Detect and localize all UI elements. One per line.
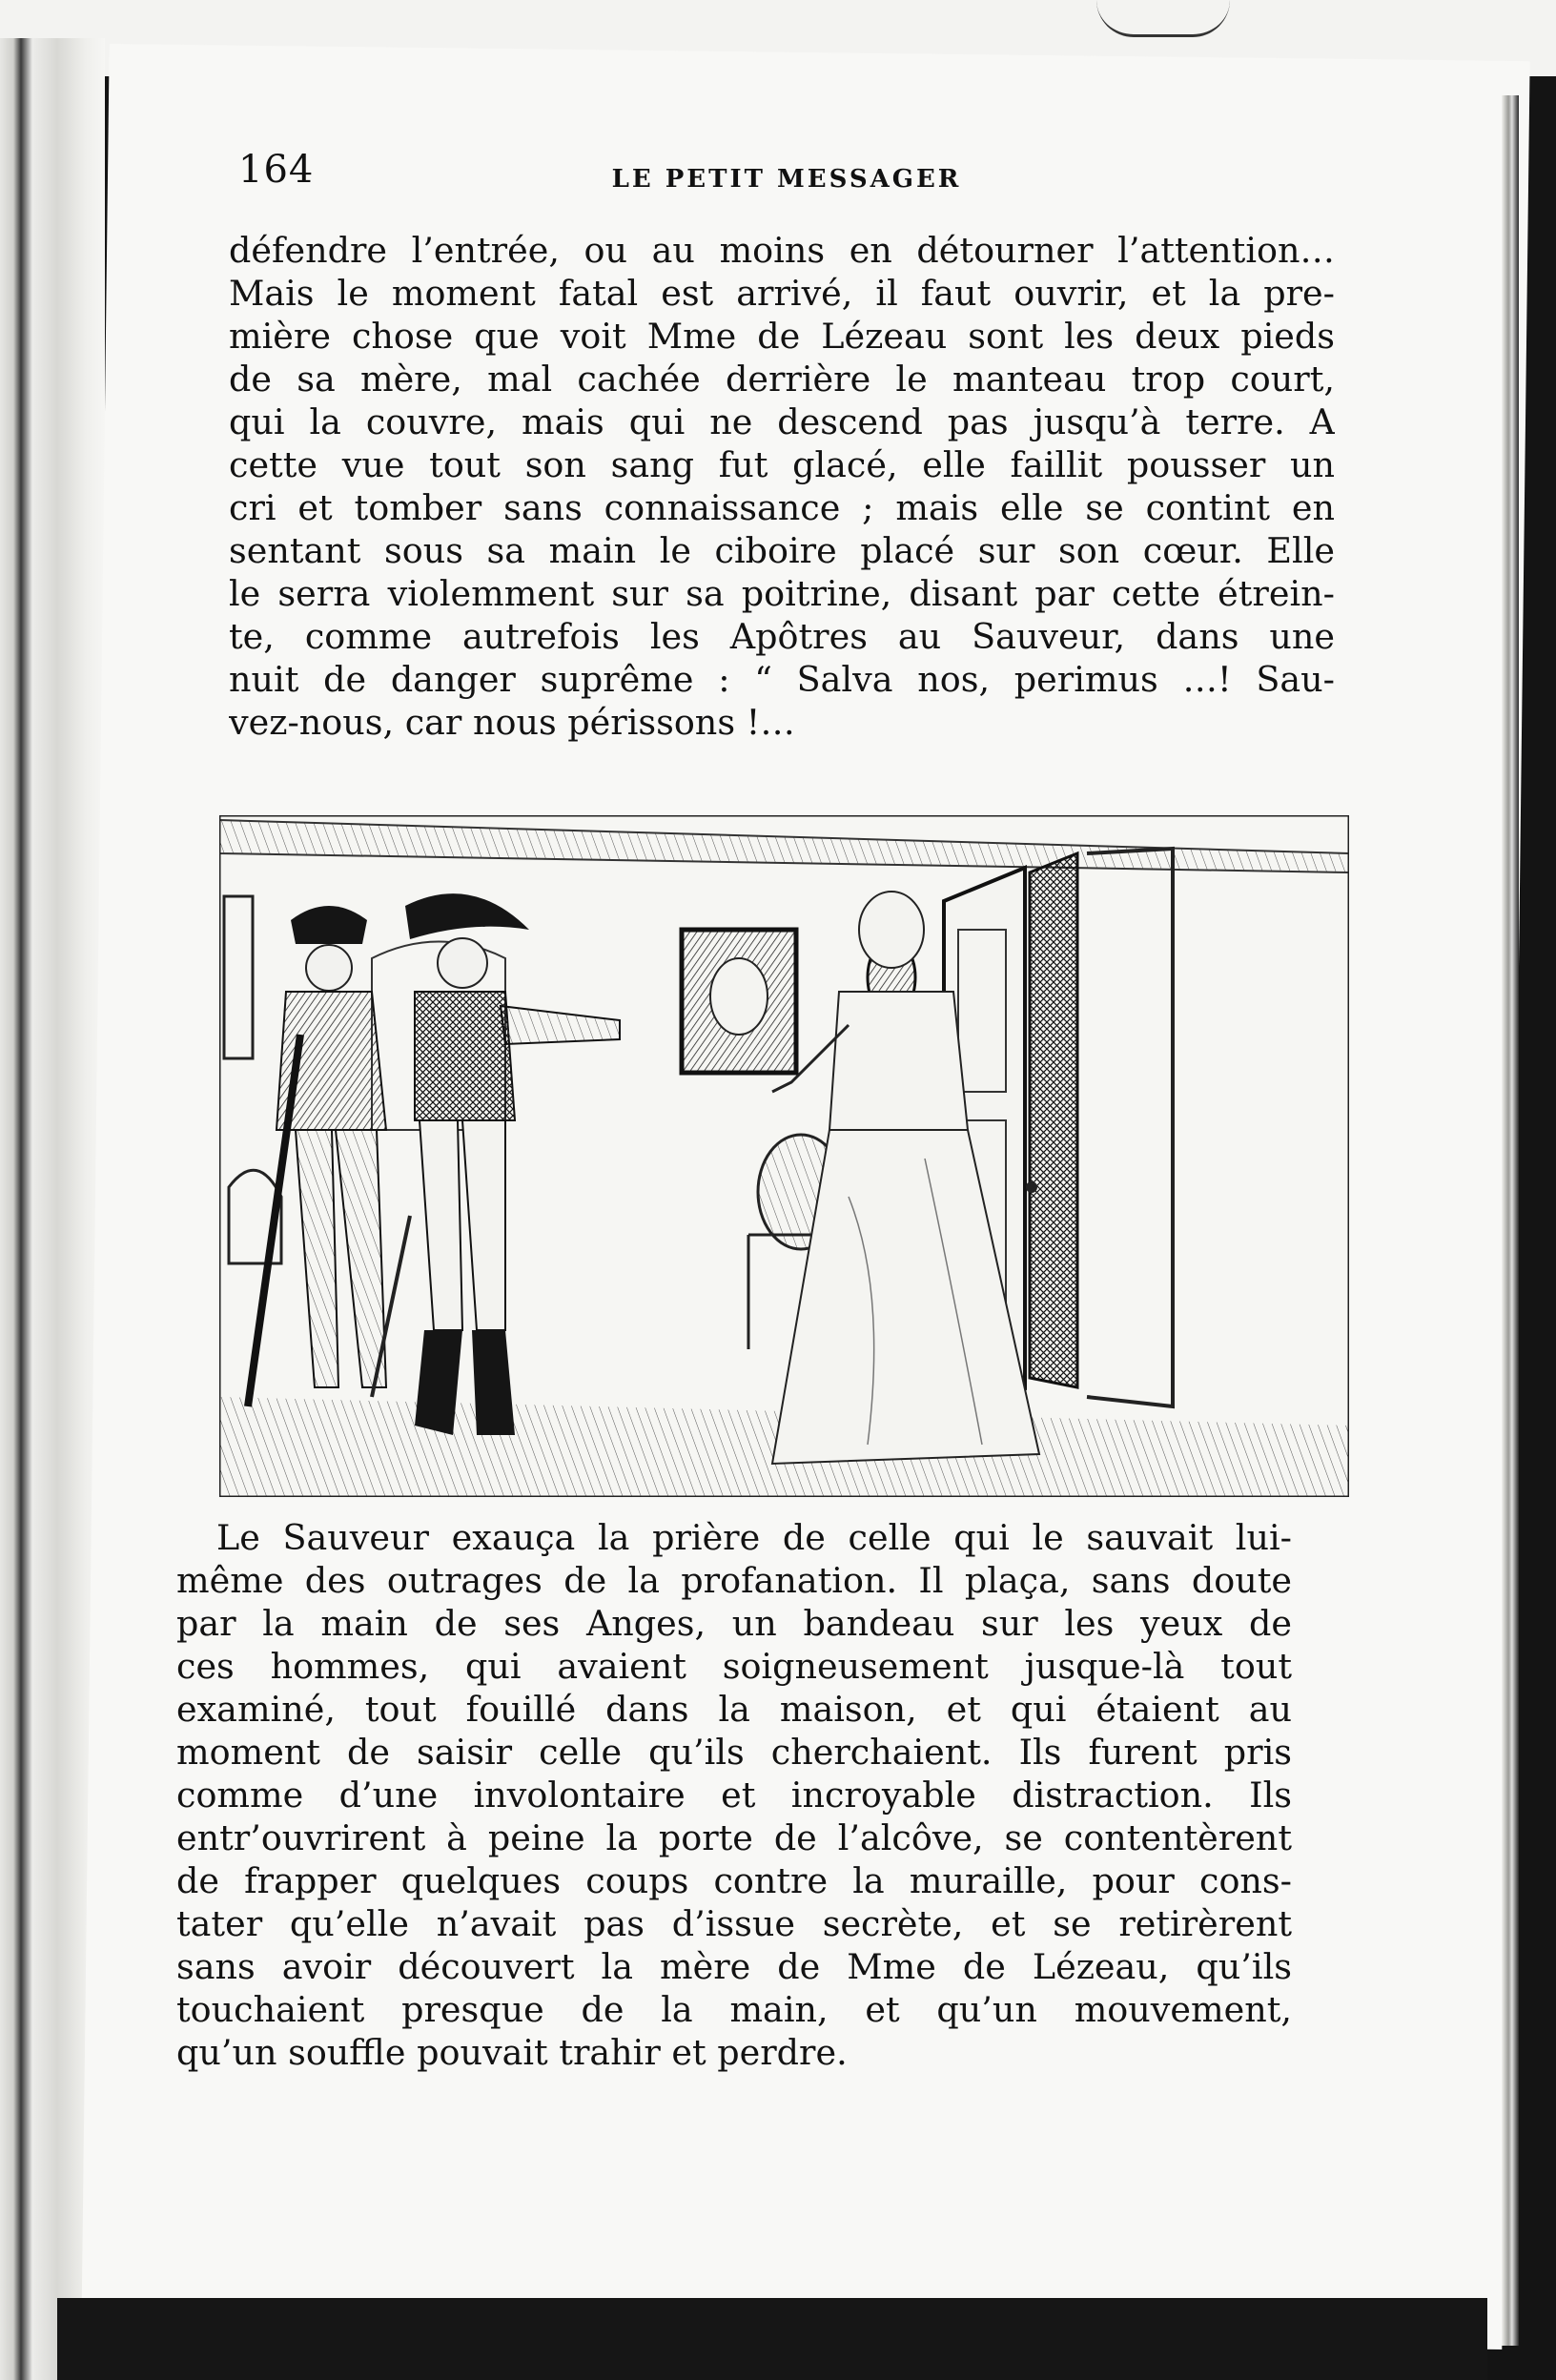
text-line: qui la couvre, mais qui ne descend pas jusqu’à terre. A — [229, 401, 1335, 442]
text-line: Le Sauveur exauça la prière de celle qui le sauvait lui- — [216, 1517, 1292, 1558]
page-edge-right — [1502, 95, 1519, 2346]
text-line: entr’ouvrirent à peine la porte de l’alcôve, se contentèrent — [176, 1817, 1292, 1858]
text-line: sans avoir découvert la mère de Mme de Lézeau, qu’ils — [176, 1946, 1292, 1987]
page-number: 164 — [238, 148, 315, 192]
illustration-svg — [219, 815, 1349, 1497]
text-line: examiné, tout fouillé dans la maison, et qui étaient au — [176, 1689, 1292, 1730]
text-line: ces hommes, qui avaient soigneusement jusque-là tout — [176, 1646, 1292, 1687]
scan-background-bottom — [57, 2298, 1487, 2380]
text-line: sentant sous sa main le ciboire placé sur son cœur. Elle — [229, 530, 1335, 571]
open-doorway — [1030, 853, 1077, 1387]
soldier-head — [306, 945, 352, 991]
officer-head — [438, 938, 487, 988]
text-line: défendre l’entrée, ou au moins en détourner l’attention… — [229, 230, 1335, 271]
lady-head — [859, 892, 924, 968]
text-line: cri et tomber sans connaissance ; mais elle se contint en — [229, 487, 1335, 528]
text-line: cette vue tout son sang fut glacé, elle faillit pousser un — [229, 444, 1335, 485]
running-head — [238, 148, 1335, 215]
officer-jacket — [415, 992, 515, 1120]
door-knob — [1026, 1181, 1037, 1193]
text-line: par la main de ses Anges, un bandeau sur les yeux de — [176, 1603, 1292, 1644]
portrait-face — [710, 958, 768, 1035]
text-line: moment de saisir celle qu’ils cherchaient. Ils furent pris — [176, 1732, 1292, 1773]
engraving-illustration — [219, 815, 1349, 1497]
lady-bodice — [829, 992, 968, 1130]
text-line: tater qu’elle n’avait pas d’issue secrète, et se retirèrent — [176, 1903, 1292, 1944]
text-line: même des outrages de la profanation. Il plaça, sans doute — [176, 1560, 1292, 1601]
text-line: touchaient presque de la main, et qu’un mouvement, — [176, 1989, 1292, 2030]
text-line: te, comme autrefois les Apôtres au Sauveur, dans une — [229, 616, 1335, 657]
running-title: LE PETIT MESSAGER — [611, 165, 962, 194]
text-line: qu’un souffle pouvait trahir et perdre. — [176, 2032, 848, 2073]
text-line: comme d’une involontaire et incroyable distraction. Ils — [176, 1775, 1292, 1816]
paragraph-top — [229, 229, 1335, 744]
text-line: de sa mère, mal cachée derrière le manteau trop court, — [229, 359, 1335, 400]
text-line: de frapper quelques coups contre la muraille, pour cons- — [176, 1860, 1292, 1901]
text-line: le serra violemment sur sa poitrine, disant par cette étrein- — [229, 573, 1335, 614]
text-line: vez-nous, car nous périssons !… — [229, 702, 795, 743]
paragraph-bottom — [176, 1516, 1292, 2074]
text-line: Mais le moment fatal est arrivé, il faut ouvrir, et la pre- — [229, 273, 1335, 314]
text-line: nuit de danger suprême : “ Salva nos, perimus …! Sau- — [229, 659, 1335, 700]
text-line: mière chose que voit Mme de Lézeau sont les deux pieds — [229, 316, 1335, 357]
